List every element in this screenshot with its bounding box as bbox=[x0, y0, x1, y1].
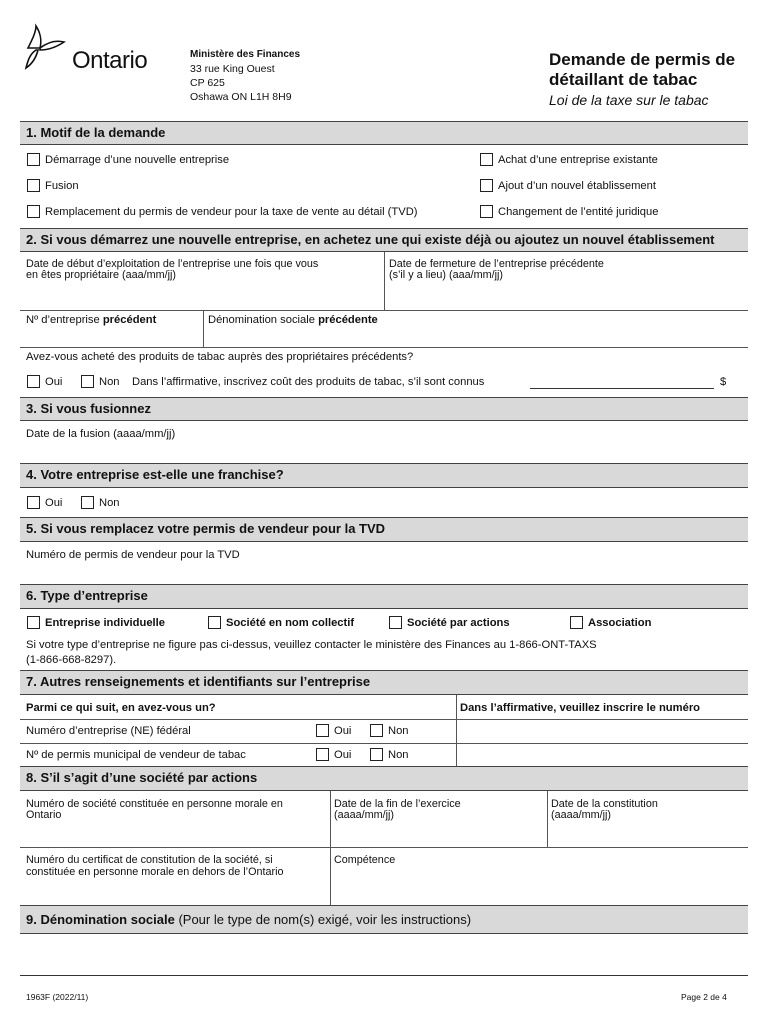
constitution-field[interactable] bbox=[551, 824, 744, 844]
trillium-icon bbox=[22, 22, 66, 72]
label-achat: Achat d’une entreprise existante bbox=[498, 154, 658, 166]
certificat-field[interactable] bbox=[26, 881, 326, 901]
checkbox-individuelle[interactable] bbox=[27, 616, 40, 629]
label-association: Association bbox=[588, 617, 652, 629]
label-certificat-line1: Numéro du certificat de constitution de la société, si bbox=[26, 854, 273, 866]
form-id: 1963F (2022/11) bbox=[26, 992, 89, 1002]
cout-produits-field[interactable] bbox=[530, 375, 714, 389]
label-competence: Compétence bbox=[334, 854, 396, 866]
section-9-header: 9. Dénomination sociale (Pour le type de nom(s) exigé, voir les instructions) bbox=[20, 905, 748, 934]
label-fin-exercice-line1: Date de la fin de l’exercice bbox=[334, 798, 461, 810]
checkbox-demarrage[interactable] bbox=[27, 153, 40, 166]
checkbox-municipal-non[interactable] bbox=[370, 748, 383, 761]
competence-field[interactable] bbox=[334, 868, 744, 902]
checkbox-franchise-oui[interactable] bbox=[27, 496, 40, 509]
note-type-entreprise-line1: Si votre type d’entreprise ne figure pas ci-dessus, veuillez contacter le ministère des Finances au 1-866-ONT-TAXS bbox=[26, 639, 597, 651]
permis-municipal-field[interactable] bbox=[460, 746, 744, 764]
form-subtitle: Loi de la taxe sur le tabac bbox=[549, 92, 709, 108]
label-cout-produits: Dans l’affirmative, inscrivez coût des produits de tabac, s’il sont connus bbox=[132, 376, 485, 388]
label-municipal-oui: Oui bbox=[334, 749, 352, 761]
form-title-line1: Demande de permis de bbox=[549, 50, 736, 69]
label-denomination-precedente: Dénomination sociale précédente bbox=[208, 314, 378, 326]
ministry-address-line1: 33 rue King Ouest bbox=[190, 63, 275, 75]
label-fin-exercice-line2: (aaaa/mm/jj) bbox=[334, 809, 394, 821]
label-ne-federal: Numéro d’entreprise (NE) fédéral bbox=[26, 725, 191, 737]
currency-symbol: $ bbox=[720, 376, 727, 388]
numero-tvd-field[interactable] bbox=[26, 563, 744, 581]
section-3-header: 3. Si vous fusionnez bbox=[20, 397, 748, 421]
label-date-debut-line1: Date de début d’exploitation de l’entreprise une fois que vous bbox=[26, 258, 319, 270]
numero-ontario-field[interactable] bbox=[26, 824, 326, 844]
date-fusion-field[interactable] bbox=[26, 442, 744, 460]
label-ne-non: Non bbox=[388, 725, 409, 737]
label-municipal-non: Non bbox=[388, 749, 409, 761]
label-tabac-non: Non bbox=[99, 376, 120, 388]
label-numero-ontario-line1: Numéro de société constituée en personne morale en bbox=[26, 798, 283, 810]
denomination-field[interactable] bbox=[208, 328, 744, 345]
note-type-entreprise-line2: (1-866-668-8297). bbox=[26, 654, 117, 666]
checkbox-nom-collectif[interactable] bbox=[208, 616, 221, 629]
label-date-fermeture-line2: (s’il y a lieu) (aaa/mm/jj) bbox=[389, 269, 503, 281]
label-permis-municipal: Nº de permis municipal de vendeur de tabac bbox=[26, 749, 246, 761]
label-tabac-oui: Oui bbox=[45, 376, 63, 388]
label-constitution-line2: (aaaa/mm/jj) bbox=[551, 809, 611, 821]
checkbox-ne-non[interactable] bbox=[370, 724, 383, 737]
label-certificat-line2: constituée en personne morale en dehors de l’Ontario bbox=[26, 866, 284, 878]
label-date-debut-line2: en êtes propriétaire (aaa/mm/jj) bbox=[26, 269, 177, 281]
label-fusion: Fusion bbox=[45, 180, 79, 192]
page-number: Page 2 de 4 bbox=[681, 992, 727, 1002]
label-actions: Société par actions bbox=[407, 617, 510, 629]
label-remplacement: Remplacement du permis de vendeur pour la taxe de vente au détail (TVD) bbox=[45, 206, 418, 218]
col-header-parmi: Parmi ce qui suit, en avez-vous un? bbox=[26, 702, 216, 714]
section-4-header: 4. Votre entreprise est-elle une franchise? bbox=[20, 463, 748, 488]
checkbox-achat[interactable] bbox=[480, 153, 493, 166]
label-date-fusion: Date de la fusion (aaaa/mm/jj) bbox=[26, 428, 176, 440]
form-title-line2: détaillant de tabac bbox=[549, 70, 698, 89]
checkbox-changement[interactable] bbox=[480, 205, 493, 218]
section-8-header: 8. S’il s’agit d’une société par actions bbox=[20, 766, 748, 791]
section-6-header: 6. Type d’entreprise bbox=[20, 584, 748, 609]
denomination-sociale-field[interactable] bbox=[26, 938, 744, 974]
label-franchise-non: Non bbox=[99, 497, 120, 509]
label-no-entreprise-precedent: Nº d’entreprise précédent bbox=[26, 314, 157, 326]
label-date-fermeture-line1: Date de fermeture de l’entreprise précédente bbox=[389, 258, 604, 270]
label-franchise-oui: Oui bbox=[45, 497, 63, 509]
fin-exercice-field[interactable] bbox=[334, 824, 544, 844]
checkbox-ne-oui[interactable] bbox=[316, 724, 329, 737]
checkbox-actions[interactable] bbox=[389, 616, 402, 629]
checkbox-municipal-oui[interactable] bbox=[316, 748, 329, 761]
ontario-wordmark: Ontario bbox=[72, 47, 148, 74]
label-nom-collectif: Société en nom collectif bbox=[226, 617, 355, 629]
ministry-address-line3: Oshawa ON L1H 8H9 bbox=[190, 91, 292, 103]
date-fermeture-field[interactable] bbox=[389, 285, 744, 307]
section-7-header: 7. Autres renseignements et identifiants sur l’entreprise bbox=[20, 670, 748, 695]
label-ne-oui: Oui bbox=[334, 725, 352, 737]
label-constitution-line1: Date de la constitution bbox=[551, 798, 658, 810]
checkbox-franchise-non[interactable] bbox=[81, 496, 94, 509]
section-2-header: 2. Si vous démarrez une nouvelle entreprise, en achetez une qui existe déjà ou ajoutez un nouvel établissement bbox=[20, 228, 748, 252]
ministry-name: Ministère des Finances bbox=[190, 49, 301, 60]
checkbox-tabac-non[interactable] bbox=[81, 375, 94, 388]
no-entreprise-field[interactable] bbox=[26, 328, 200, 345]
checkbox-fusion[interactable] bbox=[27, 179, 40, 192]
label-ajout: Ajout d’un nouvel établissement bbox=[498, 180, 656, 192]
ontario-logo bbox=[22, 22, 172, 78]
label-numero-tvd: Numéro de permis de vendeur pour la TVD bbox=[26, 549, 240, 561]
checkbox-tabac-oui[interactable] bbox=[27, 375, 40, 388]
checkbox-association[interactable] bbox=[570, 616, 583, 629]
checkbox-remplacement[interactable] bbox=[27, 205, 40, 218]
col-header-numero: Dans l’affirmative, veuillez inscrire le numéro bbox=[460, 702, 701, 714]
date-debut-field[interactable] bbox=[26, 285, 380, 307]
ministry-address-line2: CP 625 bbox=[190, 77, 225, 89]
label-numero-ontario-line2: Ontario bbox=[26, 809, 62, 821]
ne-federal-field[interactable] bbox=[460, 722, 744, 740]
label-demarrage: Démarrage d’une nouvelle entreprise bbox=[45, 154, 230, 166]
question-produits-tabac: Avez-vous acheté des produits de tabac auprès des propriétaires précédents? bbox=[26, 351, 414, 363]
label-changement: Changement de l’entité juridique bbox=[498, 206, 659, 218]
checkbox-ajout[interactable] bbox=[480, 179, 493, 192]
section-5-header: 5. Si vous remplacez votre permis de vendeur pour la TVD bbox=[20, 517, 748, 542]
label-individuelle: Entreprise individuelle bbox=[45, 617, 165, 629]
section-1-header: 1. Motif de la demande bbox=[20, 121, 748, 145]
